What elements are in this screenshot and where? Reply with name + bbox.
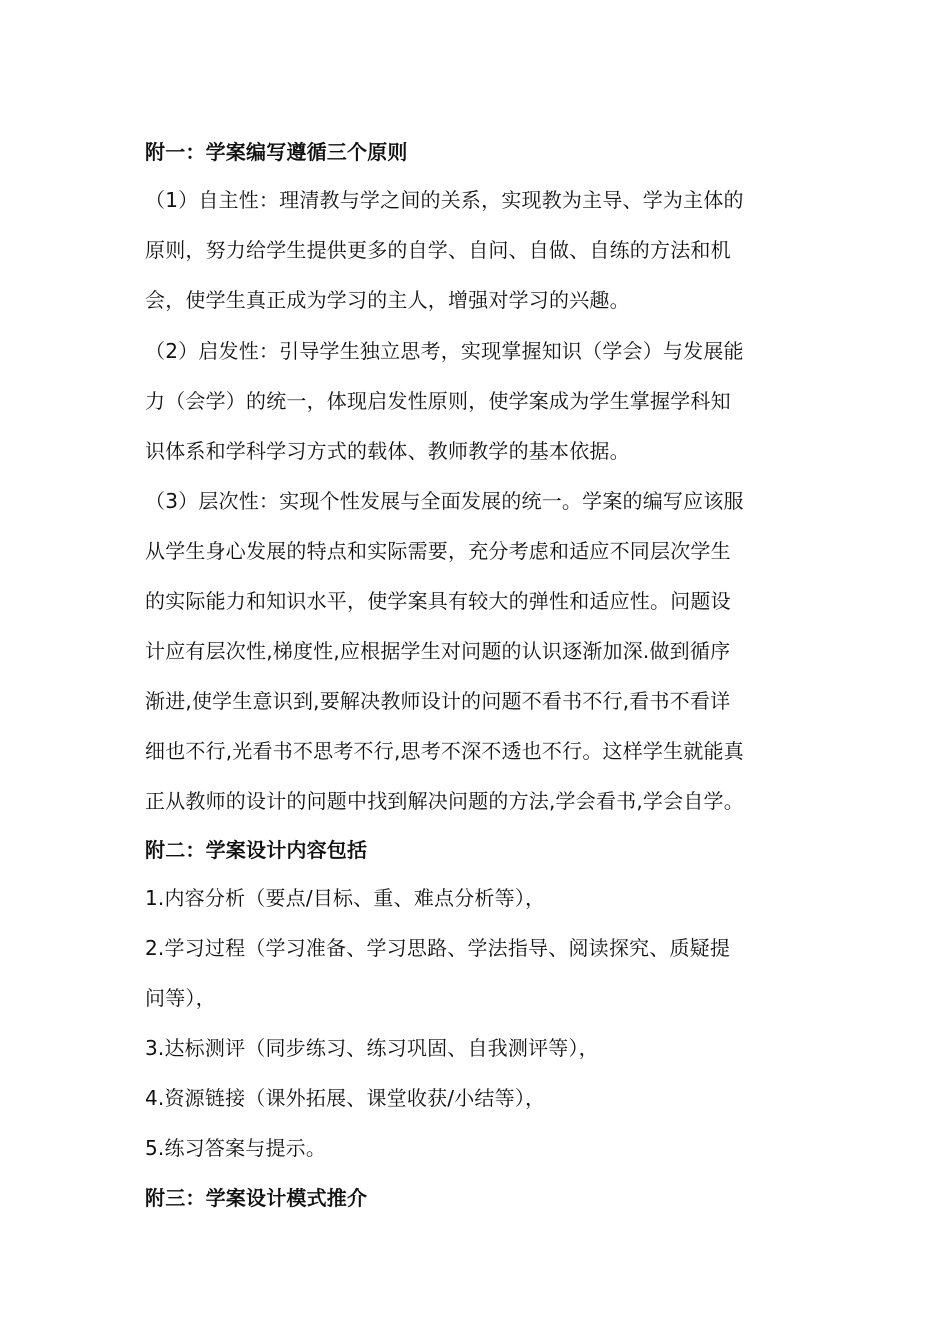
principle-heuristic-line-2: 力（会学）的统一，体现启发性原则，使学案成为学生掌握学科知 xyxy=(145,389,731,413)
principle-heuristic-line-3: 识体系和学科学习方式的载体、教师教学的基本依据。 xyxy=(145,439,630,463)
content-item-2-line-1: 2.学习过程（学习准备、学习思路、学法指导、阅读探究、质疑提 xyxy=(145,936,731,960)
content-item-3: 3.达标测评（同步练习、练习巩固、自我测评等）， xyxy=(145,1036,599,1060)
principle-heuristic-line-1: （2）启发性：引导学生独立思考，实现掌握知识（学会）与发展能 xyxy=(145,339,744,363)
principle-hierarchy-line-6: 细也不行,光看书不思考不行,思考不深不透也不行。这样学生就能真 xyxy=(145,739,744,763)
principle-hierarchy-line-2: 从学生身心发展的特点和实际需要，充分考虑和适应不同层次学生 xyxy=(145,539,731,563)
section1-heading: 附一：学案编写遵循三个原则 xyxy=(145,140,408,164)
principle-hierarchy-line-1: （3）层次性：实现个性发展与全面发展的统一。学案的编写应该服 xyxy=(145,489,744,513)
content-item-4: 4.资源链接（课外拓展、课堂收获/小结等）， xyxy=(145,1086,546,1110)
section2-heading: 附二：学案设计内容包括 xyxy=(145,838,368,862)
principle-autonomy-line-1: （1）自主性：理清教与学之间的关系，实现教为主导、学为主体的 xyxy=(145,188,744,212)
content-item-1: 1.内容分析（要点/目标、重、难点分析等）， xyxy=(145,886,546,910)
principle-hierarchy-line-7: 正从教师的设计的问题中找到解决问题的方法,学会看书,学会自学。 xyxy=(145,789,744,813)
content-item-5: 5.练习答案与提示。 xyxy=(145,1136,327,1160)
section3-heading: 附三：学案设计模式推介 xyxy=(145,1186,368,1210)
principle-autonomy-line-2: 原则，努力给学生提供更多的自学、自问、自做、自练的方法和机 xyxy=(145,238,731,262)
principle-hierarchy-line-4: 计应有层次性,梯度性,应根据学生对问题的认识逐渐加深.做到循序 xyxy=(145,639,731,663)
principle-hierarchy-line-5: 渐进,使学生意识到,要解决教师设计的问题不看书不行,看书不看详 xyxy=(145,689,731,713)
principle-autonomy-line-3: 会，使学生真正成为学习的主人，增强对学习的兴趣。 xyxy=(145,288,630,312)
principle-hierarchy-line-3: 的实际能力和知识水平，使学案具有较大的弹性和适应性。问题设 xyxy=(145,589,731,613)
content-item-2-line-2: 问等）， xyxy=(145,986,216,1010)
